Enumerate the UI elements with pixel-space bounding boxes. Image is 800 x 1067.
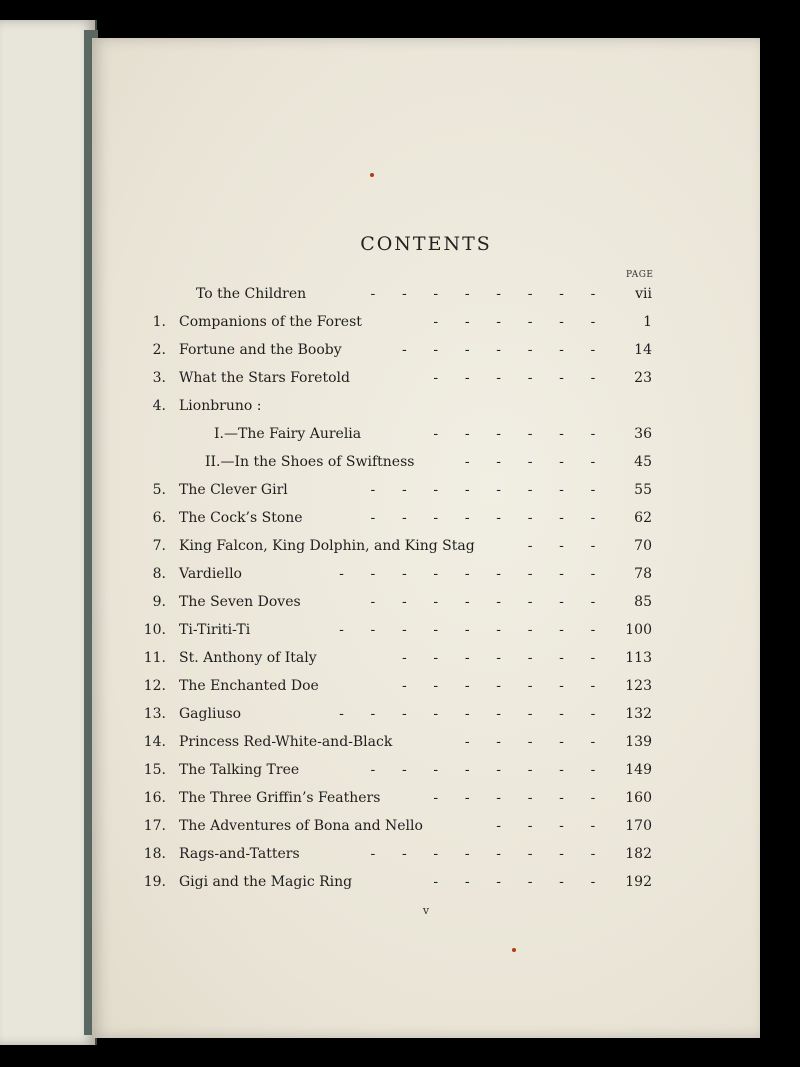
toc-entry-number: 10.	[143, 622, 166, 638]
page-folio: v	[422, 904, 430, 917]
toc-entry-title: The Enchanted Doe	[179, 678, 319, 694]
toc-entry	[92, 450, 760, 478]
toc-entry-number: 16.	[143, 790, 166, 806]
toc-entry	[92, 730, 760, 758]
toc-entry-title: Rags-and-Tatters	[179, 846, 300, 862]
toc-dot-leader: - - - - - -	[433, 314, 622, 330]
contents-heading: CONTENTS	[360, 233, 492, 255]
toc-entry-page: 160	[625, 790, 652, 806]
toc-dot-leader: - - - - - -	[433, 370, 622, 386]
toc-entry	[92, 702, 760, 730]
toc-entry-title: Ti-Tiriti-Ti	[179, 622, 251, 638]
toc-entry	[92, 758, 760, 786]
toc-dot-leader: - - - - - - - -	[370, 510, 622, 526]
toc-entry-page: 1	[643, 314, 652, 330]
toc-entry-number: 11.	[143, 650, 166, 666]
toc-entry-number: 7.	[152, 538, 166, 554]
toc-entry-page: 70	[634, 538, 652, 554]
toc-entry-title: Gigi and the Magic Ring	[179, 874, 353, 890]
toc-entry	[92, 870, 760, 898]
toc-entry-number: 1.	[152, 314, 166, 330]
toc-entry	[92, 478, 760, 506]
toc-entry-title: Companions of the Forest	[179, 314, 362, 330]
toc-entry-title: Princess Red-White-and-Black	[179, 734, 393, 750]
toc-dot-leader: - - - - - - -	[401, 342, 622, 358]
toc-entry-number: 14.	[143, 734, 166, 750]
toc-entry-page: 192	[625, 874, 652, 890]
toc-entry-number: 5.	[152, 482, 166, 498]
toc-entry-title: The Talking Tree	[179, 762, 300, 778]
toc-entry-number: 4.	[152, 398, 166, 414]
page-column-label: PAGE	[626, 270, 654, 280]
toc-entry-number: 17.	[143, 818, 166, 834]
toc-entry	[92, 534, 760, 562]
toc-dot-leader: - - - - - - - - -	[339, 706, 622, 722]
book-cover-left	[0, 20, 97, 1045]
toc-entry-page: 149	[625, 762, 652, 778]
toc-entry-page: 55	[634, 482, 652, 498]
toc-entry	[92, 506, 760, 534]
toc-entry	[92, 674, 760, 702]
toc-dot-leader: - - - - - - - - -	[339, 622, 622, 638]
toc-entry-title: King Falcon, King Dolphin, and King Stag	[179, 538, 475, 554]
toc-entry-title: To the Children	[196, 286, 307, 302]
toc-dot-leader: - - - -	[496, 818, 622, 834]
toc-dot-leader: - - - - - - -	[401, 650, 622, 666]
toc-dot-leader: - - - - - - - -	[370, 762, 622, 778]
toc-entry-page: 45	[634, 454, 652, 470]
toc-entry-title: What the Stars Foretold	[179, 370, 350, 386]
toc-entry-title: The Cock’s Stone	[179, 510, 303, 526]
toc-entry-title: II.—In the Shoes of Swiftness	[205, 454, 415, 470]
toc-entry-page: vii	[635, 286, 652, 302]
toc-entry-number: 9.	[152, 594, 166, 610]
toc-dot-leader: - - - - -	[464, 734, 622, 750]
toc-entry-page: 113	[625, 650, 652, 666]
toc-entry-number: 12.	[143, 678, 166, 694]
toc-entry	[92, 842, 760, 870]
toc-entry-title: The Three Griffin’s Feathers	[179, 790, 381, 806]
toc-entry	[92, 618, 760, 646]
toc-entry-title: St. Anthony of Italy	[179, 650, 317, 666]
toc-entry	[92, 562, 760, 590]
toc-entry-page: 132	[625, 706, 652, 722]
toc-entry-title: Fortune and the Booby	[179, 342, 342, 358]
toc-entry-number: 15.	[143, 762, 166, 778]
toc-entry-page: 170	[625, 818, 652, 834]
book-page	[92, 38, 760, 1038]
toc-entry-page: 182	[625, 846, 652, 862]
toc-dot-leader: - - - - - -	[433, 426, 622, 442]
toc-entry	[92, 394, 760, 422]
toc-entry-number: 18.	[143, 846, 166, 862]
toc-entry	[92, 310, 760, 338]
toc-entry	[92, 338, 760, 366]
toc-entry	[92, 646, 760, 674]
toc-dot-leader: - - -	[527, 538, 622, 554]
toc-dot-leader: - - - - - - - - -	[339, 566, 622, 582]
toc-entry-title: I.—The Fairy Aurelia	[214, 426, 362, 442]
paper-speck	[370, 173, 374, 177]
toc-entry	[92, 786, 760, 814]
toc-dot-leader: - - - - - - -	[401, 678, 622, 694]
toc-entry-title: The Clever Girl	[179, 482, 288, 498]
toc-dot-leader: - - - - - -	[433, 790, 622, 806]
toc-entry-number: 13.	[143, 706, 166, 722]
toc-entry-title: The Adventures of Bona and Nello	[179, 818, 423, 834]
toc-dot-leader: - - - - - - - -	[370, 846, 622, 862]
toc-entry-number: 19.	[143, 874, 166, 890]
toc-dot-leader: - - - - - - - -	[370, 286, 622, 302]
toc-entry-number: 2.	[152, 342, 166, 358]
toc-entry-page: 62	[634, 510, 652, 526]
toc-entry-title: Lionbruno :	[179, 398, 262, 414]
toc-entry-page: 139	[625, 734, 652, 750]
toc-entry-number: 3.	[152, 370, 166, 386]
toc-entry-number: 8.	[152, 566, 166, 582]
toc-dot-leader: - - - - -	[464, 454, 622, 470]
toc-entry	[92, 422, 760, 450]
toc-entry-title: The Seven Doves	[179, 594, 301, 610]
toc-entry-page: 23	[634, 370, 652, 386]
toc-entry-page: 123	[625, 678, 652, 694]
toc-entry-title: Gagliuso	[179, 706, 242, 722]
toc-entry-page: 36	[634, 426, 652, 442]
toc-dot-leader: - - - - - -	[433, 874, 622, 890]
toc-dot-leader: - - - - - - - -	[370, 482, 622, 498]
toc-entry-page: 78	[634, 566, 652, 582]
toc-entry-page: 100	[625, 622, 652, 638]
toc-entry	[92, 814, 760, 842]
toc-entry-title: Vardiello	[179, 566, 242, 582]
toc-entry	[92, 590, 760, 618]
toc-entry-page: 14	[634, 342, 652, 358]
paper-speck	[512, 948, 516, 952]
toc-entry	[92, 282, 760, 310]
toc-dot-leader: - - - - - - - -	[370, 594, 622, 610]
toc-entry-number: 6.	[152, 510, 166, 526]
toc-entry-page: 85	[634, 594, 652, 610]
toc-entry	[92, 366, 760, 394]
